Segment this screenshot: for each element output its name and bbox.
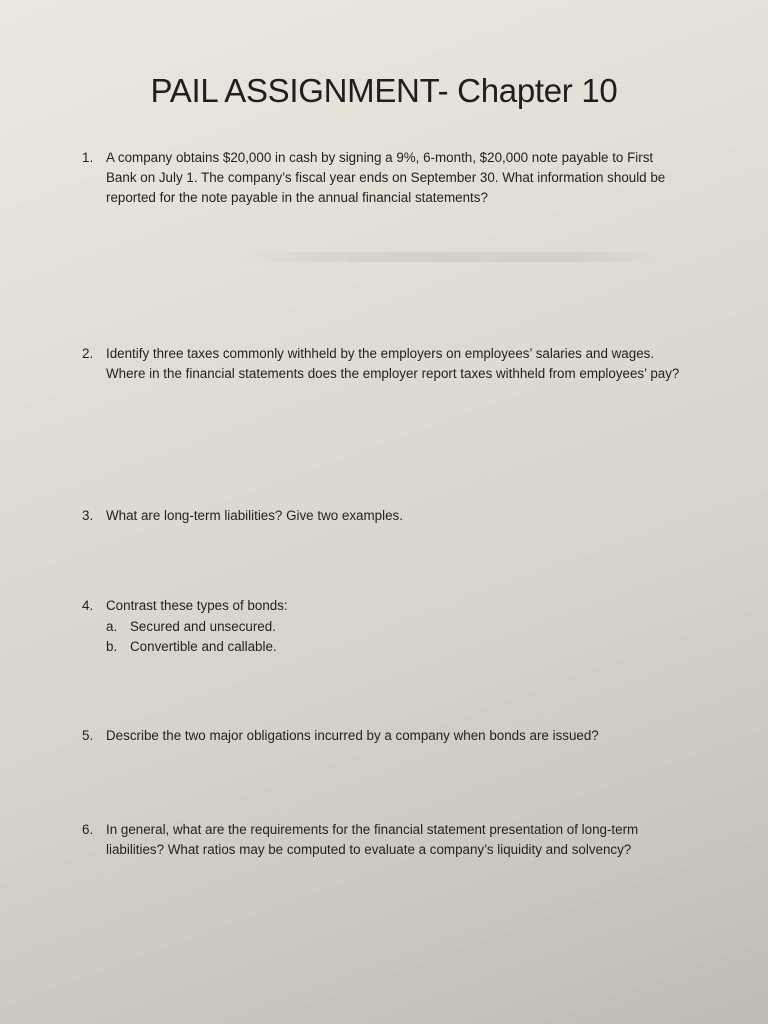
sub-item-text: Convertible and callable. xyxy=(130,639,277,654)
question-text: Identify three taxes commonly withheld by the employers on employees’ salaries and wages. Where in the financial statements does the employer report taxes withheld from employees’ pay? xyxy=(106,346,680,381)
question-text: In general, what are the requirements for the financial statement presentation of long-term liabilities? What ratios may be computed to evaluate a company’s liquidity and solvency? xyxy=(106,822,639,857)
question-number: 6. xyxy=(82,822,94,837)
page-title: PAIL ASSIGNMENT- Chapter 10 xyxy=(150,72,618,109)
question-4 xyxy=(82,596,682,657)
question-text: What are long-term liabilities? Give two examples. xyxy=(106,508,403,523)
sub-item-text: Secured and unsecured. xyxy=(130,619,276,634)
question-number: 5. xyxy=(82,728,94,743)
question-2 xyxy=(82,344,682,384)
sub-item-a xyxy=(106,617,682,637)
sub-item-b xyxy=(106,637,682,657)
question-text: A company obtains $20,000 in cash by signing a 9%, 6-month, $20,000 note payable to First Bank on July 1. The company’s fiscal year ends on September 30. What information should be reported for the note payable in the annual financial statements? xyxy=(106,150,666,205)
question-body xyxy=(106,596,682,657)
question-text: Describe the two major obligations incurred by a company when bonds are issued? xyxy=(106,728,599,743)
sub-item-letter: b. xyxy=(106,639,118,654)
question-number: 4. xyxy=(82,598,94,613)
question-text: Contrast these types of bonds: xyxy=(106,598,288,613)
question-number: 3. xyxy=(82,508,94,523)
question-number: 2. xyxy=(82,346,94,361)
question-5 xyxy=(82,726,682,746)
question-number: 1. xyxy=(82,150,94,165)
sub-item-letter: a. xyxy=(106,619,118,634)
question-3 xyxy=(82,506,682,526)
question-6 xyxy=(82,820,682,860)
sub-item-list xyxy=(106,617,682,657)
question-1 xyxy=(82,148,682,208)
bleed-through-text xyxy=(240,252,660,262)
